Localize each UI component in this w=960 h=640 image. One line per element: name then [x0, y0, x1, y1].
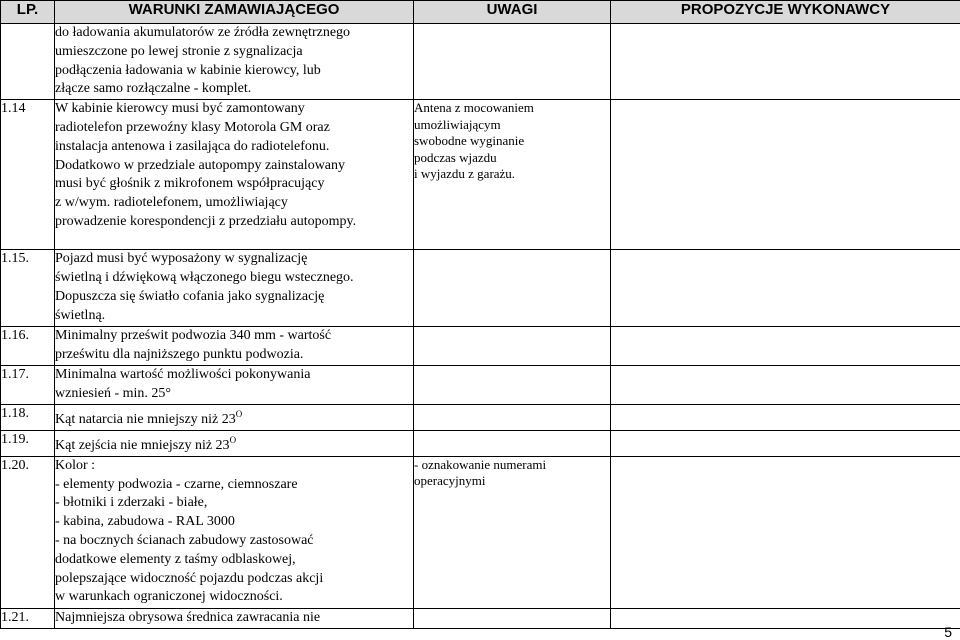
row-text — [55, 327, 414, 366]
note-line: podczas wjazdu — [414, 150, 610, 167]
table-row — [1, 327, 960, 366]
header-uwagi: UWAGI — [414, 1, 611, 24]
text-line: złącze samo rozłączalne - komplet. — [55, 80, 413, 99]
text-line: W kabinie kierowcy musi być zamontowany — [55, 100, 413, 119]
text-line: świetlną i dźwiękową włączonego biegu wstecznego. — [55, 269, 413, 288]
row-proposal[interactable] — [611, 405, 960, 431]
text-line: Kąt natarcia nie mniejszy niż 23 — [55, 412, 236, 427]
text-line: - elementy podwozia - czarne, ciemnoszare — [55, 476, 413, 495]
text-line: prowadzenie korespondencji z przedziału autopompy. — [55, 213, 413, 232]
text-line: musi być głośnik z mikrofonem współpracujący — [55, 175, 413, 194]
table-header-row — [1, 1, 960, 24]
note-line: umożliwiającym — [414, 117, 610, 134]
text-line: w warunkach ograniczonej widoczności. — [55, 588, 413, 607]
text-line: Pojazd musi być wyposażony w sygnalizację — [55, 250, 413, 269]
text-line: Minimalna wartość możliwości pokonywania — [55, 366, 413, 385]
table-row — [1, 430, 960, 456]
text-line: Dopuszcza się światło cofania jako sygnalizację — [55, 288, 413, 307]
row-note — [414, 24, 611, 100]
text-line: podłączenia ładowania w kabinie kierowcy, lub — [55, 62, 413, 81]
row-number: 1.14 — [1, 100, 55, 250]
text-line: Kolor : — [55, 457, 413, 476]
row-proposal[interactable] — [611, 327, 960, 366]
table-row — [1, 100, 960, 250]
row-note — [414, 100, 611, 250]
text-line: polepszające widoczność pojazdu podczas akcji — [55, 570, 413, 589]
note-line: i wyjazdu z garażu. — [414, 166, 610, 183]
header-warunki: WARUNKI ZAMAWIAJĄCEGO — [55, 1, 414, 24]
row-proposal[interactable] — [611, 366, 960, 405]
row-note — [414, 430, 611, 456]
table-row — [1, 608, 960, 628]
text-line: Minimalny prześwit podwozia 340 mm - wartość — [55, 327, 413, 346]
row-text — [55, 608, 414, 628]
row-number — [1, 24, 55, 100]
page-number: 5 — [944, 624, 952, 640]
text-line: do ładowania akumulatorów ze źródła zewnętrznego — [55, 24, 413, 43]
row-text — [55, 24, 414, 100]
text-line: prześwitu dla najniższego punktu podwozia. — [55, 346, 413, 365]
row-number: 1.18. — [1, 405, 55, 431]
row-text — [55, 250, 414, 327]
row-note — [414, 250, 611, 327]
row-text — [55, 456, 414, 608]
row-proposal[interactable] — [611, 24, 960, 100]
text-line: radiotelefon przewoźny klasy Motorola GM oraz — [55, 119, 413, 138]
row-note — [414, 608, 611, 628]
row-number: 1.21. — [1, 608, 55, 628]
row-number: 1.16. — [1, 327, 55, 366]
text-line: wzniesień - min. 25° — [55, 385, 413, 404]
row-proposal[interactable] — [611, 250, 960, 327]
note-line: Antena z mocowaniem — [414, 100, 610, 117]
header-propozycje: PROPOZYCJE WYKONAWCY — [611, 1, 960, 24]
row-text — [55, 366, 414, 405]
row-number: 1.17. — [1, 366, 55, 405]
row-proposal[interactable] — [611, 100, 960, 250]
text-line: - na bocznych ścianach zabudowy zastosować — [55, 532, 413, 551]
text-line: - błotniki i zderzaki - białe, — [55, 494, 413, 513]
row-note — [414, 327, 611, 366]
table-row — [1, 366, 960, 405]
text-line: dodatkowe elementy z taśmy odblaskowej, — [55, 551, 413, 570]
row-proposal[interactable] — [611, 456, 960, 608]
table-row — [1, 405, 960, 431]
table-row — [1, 24, 960, 100]
text-line: Dodatkowo w przedziale autopompy zainstalowany — [55, 157, 413, 176]
text-line: świetlną. — [55, 307, 413, 326]
row-note — [414, 405, 611, 431]
row-text — [55, 405, 414, 431]
row-text — [55, 430, 414, 456]
degree-superscript: O — [230, 435, 237, 445]
table-row — [1, 250, 960, 327]
text-line: Kąt zejścia nie mniejszy niż 23 — [55, 438, 230, 453]
row-number: 1.20. — [1, 456, 55, 608]
note-line: operacyjnymi — [414, 473, 610, 490]
text-line: instalacja antenowa i zasilająca do radiotelefonu. — [55, 138, 413, 157]
row-number: 1.19. — [1, 430, 55, 456]
row-text — [55, 100, 414, 250]
text-line: - kabina, zabudowa - RAL 3000 — [55, 513, 413, 532]
row-proposal[interactable] — [611, 430, 960, 456]
note-line: swobodne wyginanie — [414, 133, 610, 150]
row-number: 1.15. — [1, 250, 55, 327]
text-line: z w/wym. radiotelefonem, umożliwiający — [55, 194, 413, 213]
note-line: - oznakowanie numerami — [414, 457, 610, 474]
header-lp: LP. — [1, 1, 55, 24]
row-note — [414, 456, 611, 608]
text-line: umieszczone po lewej stronie z sygnalizacja — [55, 43, 413, 62]
text-line: Najmniejsza obrysowa średnica zawracania nie — [55, 610, 320, 625]
table-row — [1, 456, 960, 608]
degree-superscript: O — [236, 409, 243, 419]
row-proposal[interactable] — [611, 608, 960, 628]
row-note — [414, 366, 611, 405]
